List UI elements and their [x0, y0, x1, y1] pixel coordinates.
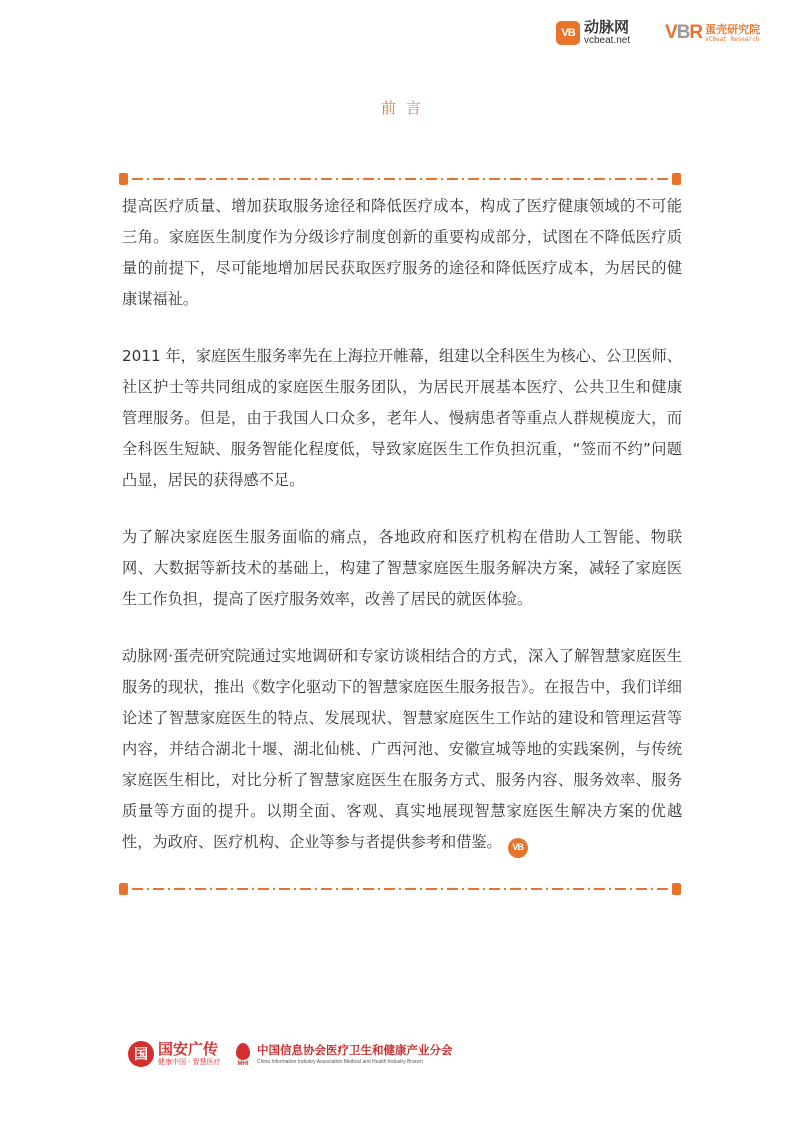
- cia-abbr: MHI: [237, 1061, 249, 1067]
- vbr-logo: [665, 20, 771, 46]
- guoan-name: 国安广传: [158, 1040, 219, 1058]
- vcbeat-name: 动脉网: [584, 18, 630, 36]
- top-divider: [119, 173, 681, 185]
- paragraph-4: 动脉网·蛋壳研究院通过实地调研和专家访谈相结合的方式，深入了解智慧家庭医生服务的现状，推出《数字化驱动下的智慧家庭医生服务报告》。在报告中，我们详细论述了智慧家庭医生的特点、发展现状、智慧家庭医生工作站的建设和管理运营等内容，并结合湖北十堰、湖北仙桃、广西河池、安徽宣城等地的实践案例，与传统家庭医生相比，对比分析了智慧家庭医生在服务方式、服务内容、服务效率、服务质量等方面的提升。以期全面、客观、真实地展现智慧家庭医生解决方案的优越性，为政府、医疗机构、企业等参与者提供参考和借鉴。 VB: [122, 641, 682, 858]
- guoan-logo: [128, 1040, 221, 1068]
- guoan-tagline: 健康中国 · 智慧医疗: [158, 1058, 221, 1066]
- vcbeat-logo: [556, 20, 651, 46]
- cia-flame-icon: [236, 1043, 250, 1060]
- paragraph-2: 2011 年，家庭医生服务率先在上海拉开帷幕，组建以全科医生为核心、公卫医师、社区护士等共同组成的家庭医生服务团队，为居民开展基本医疗、公共卫生和健康管理服务。但是，由于我国人口众多，老年人、慢病患者等重点人群规模庞大，而全科医生短缺、服务智能化程度低，导致家庭医生工作负担沉重，“签而不约”问题凸显，居民的获得感不足。: [122, 347, 682, 489]
- bottom-divider: [119, 883, 681, 895]
- cia-logo: [233, 1040, 453, 1070]
- guoan-emblem-icon: 国: [128, 1041, 154, 1067]
- vcbeat-url: vcbeat.net: [584, 35, 631, 46]
- vbr-english: VCBeat Research: [705, 35, 760, 43]
- paragraph-1: 提高医疗质量、增加获取服务途径和降低医疗成本，构成了医疗健康领域的不可能三角。家庭医生制度作为分级诊疗制度创新的重要构成部分，试图在不降低医疗质量的前提下，尽可能地增加居民获取医疗服务的途径和降低医疗成本，为居民的健康谋福祉。: [122, 197, 682, 308]
- page-title: 前言: [380, 99, 431, 117]
- vcbeat-end-icon: VB: [508, 838, 528, 858]
- cia-english: China Information Industry Association Medical and Health Industry Branch: [257, 1058, 423, 1065]
- vcbeat-badge-icon: VB: [556, 21, 580, 45]
- cia-name: 中国信息协会医疗卫生和健康产业分会: [257, 1043, 453, 1058]
- preface-body: [122, 191, 682, 858]
- vbr-mark-icon: VBR: [665, 22, 703, 43]
- paragraph-3: 为了解决家庭医生服务面临的痛点，各地政府和医疗机构在借助人工智能、物联网、大数据等新技术的基础上，构建了智慧家庭医生服务解决方案，减轻了家庭医生工作负担，提高了医疗服务效率，改善了居民的就医体验。: [122, 528, 682, 608]
- vbr-name: 蛋壳研究院: [705, 22, 761, 36]
